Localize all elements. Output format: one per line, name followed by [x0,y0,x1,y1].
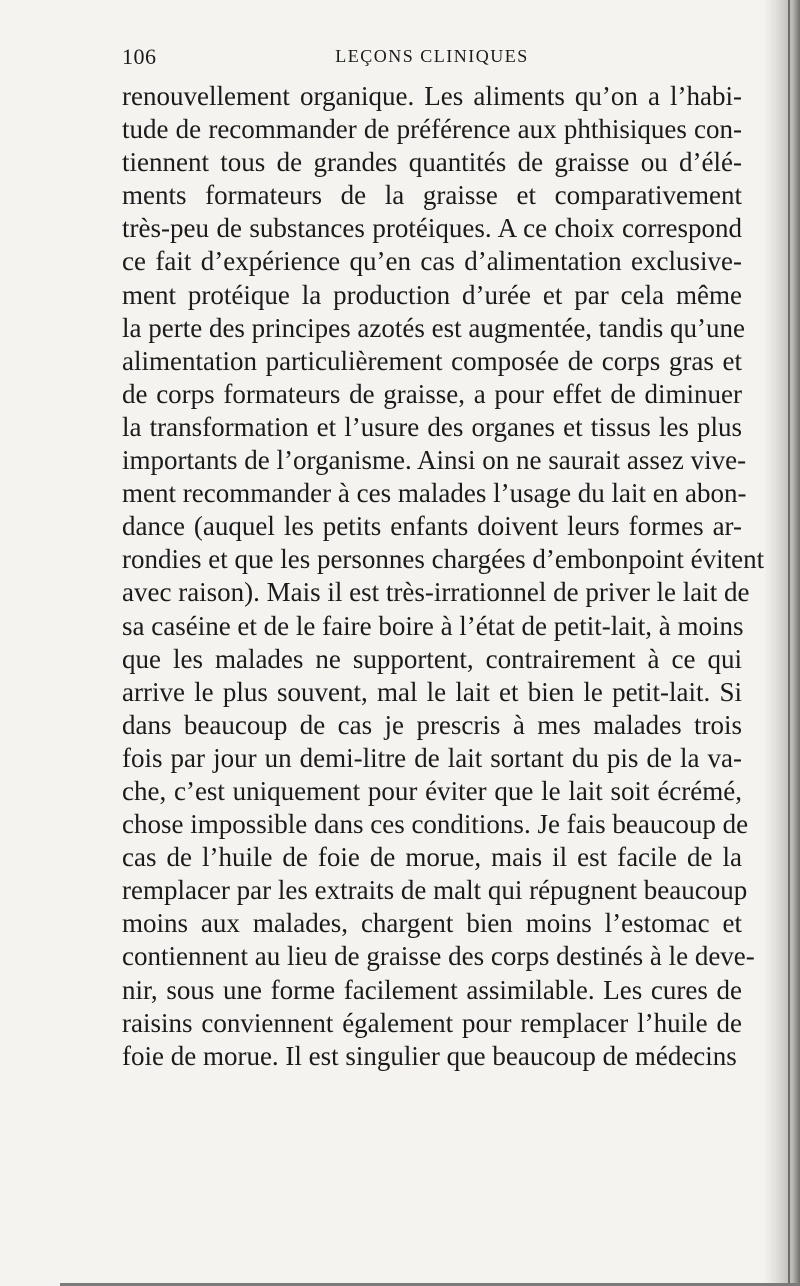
text-line: che, c’est uniquement pour éviter que le lait soit écrémé, [122,775,742,806]
text-line: importants de l’organisme. Ainsi on ne saurait assez vive- [122,445,747,476]
text-line: la transformation et l’usure des organes et tissus les plus [122,411,742,442]
text-line: foie de morue. Il est singulier que beaucoup de médecins [122,1040,737,1071]
text-line: très-peu de substances protéiques. A ce choix correspond [122,213,742,244]
text-line: contiennent au lieu de graisse des corps destinés à le deve- [122,941,755,972]
text-line: cas de l’huile de foie de morue, mais il est facile de la [122,842,742,873]
text-line: ments formateurs de la graisse et comparativement [122,180,742,211]
text-line: ment recommander à ces malades l’usage du lait en abon- [122,478,747,509]
running-head: LEÇONS CLINIQUES [335,46,529,66]
text-line: la perte des principes azotés est augmentée, tandis qu’une [122,312,746,343]
page-number: 106 [122,44,157,69]
text-line: rondies et que les personnes chargées d’embonpoint évitent [122,544,765,575]
page-edge-line [788,0,790,1286]
text-line: moins aux malades, chargent bien moins l’estomac et [122,908,742,939]
text-line: renouvellement organique. Les aliments qu’on a l’habi- [122,81,742,111]
text-line: tude de recommander de préférence aux phthisiques con- [122,114,742,145]
body-text [122,80,765,1073]
text-line: arrive le plus souvent, mal le lait et bien le petit-lait. Si [122,676,742,707]
text-line: ment protéique la production d’urée et par cela même [122,279,742,310]
text-line: fois par jour un demi-litre de lait sortant du pis de la va- [122,742,742,773]
text-line: alimentation particulièrement composée de corps gras et [122,345,742,376]
text-line: sa caséine et de le faire boire à l’état de petit-lait, à moins [122,610,744,641]
text-line: raisins conviennent également pour remplacer l’huile de [122,1007,742,1038]
text-line: que les malades ne supportent, contrairement à ce qui [122,643,742,674]
text-line: ce fait d’expérience qu’en cas d’alimentation exclusive- [122,246,742,277]
page-edge-shadow [764,0,800,1286]
text-line: tiennent tous de grandes quantités de graisse ou d’élé- [122,147,742,178]
text-line: nir, sous une forme facilement assimilable. Les cures de [122,974,742,1005]
text-line: remplacer par les extraits de malt qui répugnent beaucoup [122,875,748,906]
text-line: chose impossible dans ces conditions. Je fais beaucoup de [122,809,749,840]
text-line: dans beaucoup de cas je prescris à mes malades trois [122,709,742,740]
text-line: avec raison). Mais il est très-irrationnel de priver le lait de [122,577,750,608]
text-line: dance (auquel les petits enfants doivent leurs formes ar- [122,511,742,542]
text-line: de corps formateurs de graisse, a pour effet de diminuer [122,378,742,409]
page-header [122,40,742,76]
